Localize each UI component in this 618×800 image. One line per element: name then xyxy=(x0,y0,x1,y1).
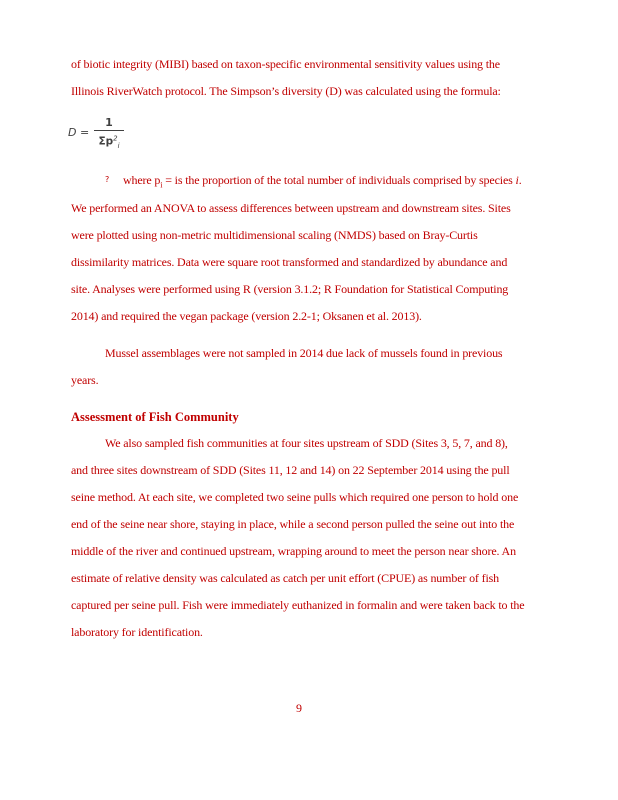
text-line: estimate of relative density was calculated as catch per unit effort (CPUE) as number of fish xyxy=(71,571,500,585)
text-line: We also sampled fish communities at four sites upstream of SDD (Sites 3, 5, 7, and 8), xyxy=(105,436,508,450)
text-line: seine method. At each site, we completed two seine pulls which required one person to hold one xyxy=(71,490,519,504)
text-line: laboratory for identification. xyxy=(71,625,203,639)
text-line: and three sites downstream of SDD (Sites 11, 12 and 14) on 22 September 2014 using the pull xyxy=(71,463,510,477)
where-line: where $p_i$ = is the proportion of the total number of individuals comprised by species i. xyxy=(123,173,522,190)
simpson-formula xyxy=(68,116,148,152)
text-line: of biotic integrity (MIBI) based on taxon-specific environmental sensitivity values using the xyxy=(71,57,500,71)
text-line: middle of the river and continued upstream, wrapping around to meet the person near shore. An xyxy=(71,544,516,558)
text-line: years. xyxy=(71,373,99,387)
text-line: Illinois RiverWatch protocol. The Simpson’s diversity (D) was calculated using the formula: xyxy=(71,84,501,98)
text-line: site. Analyses were performed using R (version 3.1.2; R Foundation for Statistical Computing xyxy=(71,282,509,296)
text-line: 2014) and required the vegan package (version 2.2-1; Oksanen et al. 2013). xyxy=(71,309,422,323)
formula-numerator: 1 xyxy=(94,117,124,131)
formula-fraction xyxy=(94,117,124,153)
text-line: We performed an ANOVA to assess differences between upstream and downstream sites. Sites xyxy=(71,201,511,215)
text-line: captured per seine pull. Fish were immediately euthanized in formalin and were taken back to the xyxy=(71,598,525,612)
text-line: were plotted using non-metric multidimensional scaling (NMDS) based on Bray-Curtis xyxy=(71,228,478,242)
text-line: end of the seine near shore, staying in place, while a second person pulled the seine out into the xyxy=(71,517,515,531)
text-line: dissimilarity matrices. Data were square root transformed and standardized by abundance and xyxy=(71,255,508,269)
formula-denominator: $\Sigma p^2_i$ xyxy=(98,134,120,150)
text-line: Mussel assemblages were not sampled in 2014 due lack of mussels found in previous xyxy=(105,346,503,360)
bullet-icon: ? xyxy=(105,175,110,184)
section-heading: Assessment of Fish Community xyxy=(71,410,239,424)
formula-lhs: D = xyxy=(68,126,90,139)
page-number: 9 xyxy=(296,701,302,715)
